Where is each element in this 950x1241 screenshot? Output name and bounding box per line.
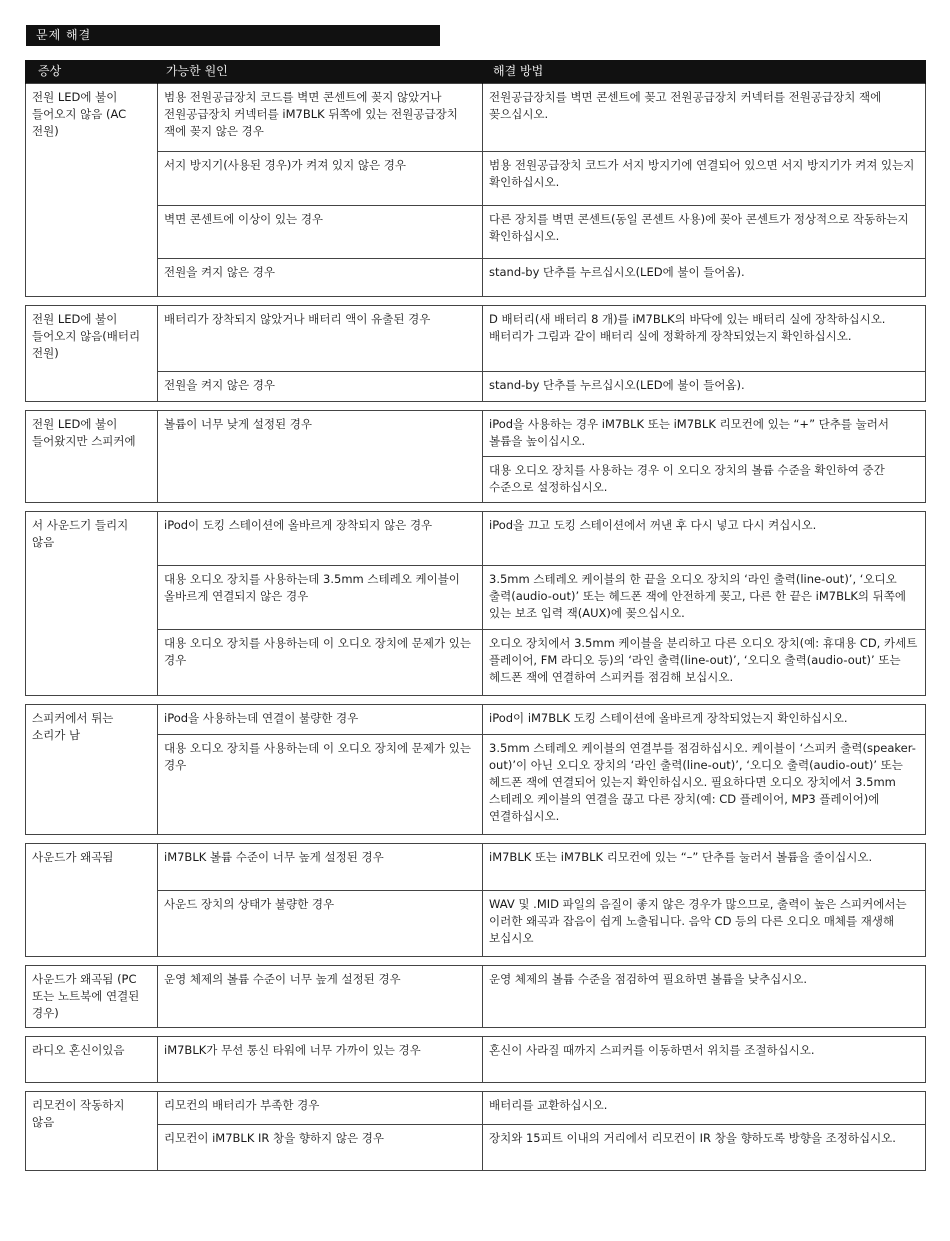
table-row (26, 306, 926, 372)
symptom-cell: 리모컨이 작동하지 않음 (26, 1092, 158, 1171)
cause-cell: 리모컨이 iM7BLK IR 창을 향하지 않은 경우 (158, 1125, 483, 1171)
symptom-cell: 라디오 혼신이있음 (26, 1037, 158, 1083)
table-row (26, 206, 926, 259)
cause-cell: 운영 체제의 볼륨 수준이 너무 높게 설정된 경우 (158, 966, 483, 1028)
solution-cell: stand-by 단추를 누르십시오(LED에 불이 들어옴). (483, 372, 926, 402)
table-row (26, 1125, 926, 1171)
solution-cell: 오디오 장치에서 3.5mm 케이블을 분리하고 다른 오디오 장치(예: 휴대용 CD, 카세트 플레이어, FM 라디오 등)의 ‘라인 출력(line-out)’, ‘오디오 출력(audio-out)’ 또는 헤드폰 잭에 연결하여 스피커를 점검해 보십시오. (483, 630, 926, 696)
symptom-cell: 사운드가 왜곡됨 (26, 844, 158, 957)
solution-cell: 대용 오디오 장치를 사용하는 경우 이 오디오 장치의 볼륨 수준을 확인하여 중간 수준으로 설정하십시오. (483, 457, 926, 503)
table-header-row (26, 60, 926, 84)
table-row (26, 844, 926, 891)
header-cause: 가능한 원인 (158, 60, 483, 84)
table-row (26, 566, 926, 630)
solution-cell: 전원공급장치를 벽면 콘센트에 꽂고 전원공급장치 커넥터를 전원공급장치 잭에 꽂으십시오. (483, 84, 926, 152)
table-row (26, 966, 926, 1028)
solution-cell: 3.5mm 스테레오 케이블의 한 끝을 오디오 장치의 ‘라인 출력(line-out)’, ‘오디오 출력(audio-out)’ 또는 헤드폰 잭에 안전하게 꽂고, 다른 한 끝은 iM7BLK의 뒤쪽에 있는 보조 입력 잭(AUX)에 꽂으십시오. (483, 566, 926, 630)
cause-cell: 대용 오디오 장치를 사용하는데 이 오디오 장치에 문제가 있는 경우 (158, 735, 483, 835)
cause-cell: iPod을 사용하는데 연결이 불량한 경우 (158, 705, 483, 735)
table-row (26, 630, 926, 696)
cause-cell: 대용 오디오 장치를 사용하는데 3.5mm 스테레오 케이블이 올바르게 연결되지 않은 경우 (158, 566, 483, 630)
section-title: 문제 해결 (26, 25, 440, 46)
cause-cell: 대용 오디오 장치를 사용하는데 이 오디오 장치에 문제가 있는 경우 (158, 630, 483, 696)
cause-cell: 배터리가 장착되지 않았거나 배터리 액이 유출된 경우 (158, 306, 483, 372)
cause-cell: 벽면 콘센트에 이상이 있는 경우 (158, 206, 483, 259)
solution-cell: 배터리를 교환하십시오. (483, 1092, 926, 1125)
cause-cell: 서지 방지기(사용된 경우)가 켜져 있지 않은 경우 (158, 152, 483, 206)
cause-cell: 사운드 장치의 상태가 불량한 경우 (158, 891, 483, 957)
table-row (26, 705, 926, 735)
solution-cell: 다른 장치를 벽면 콘센트(동일 콘센트 사용)에 꽂아 콘센트가 정상적으로 작동하는지 확인하십시오. (483, 206, 926, 259)
table-row (26, 259, 926, 297)
symptom-cell: 전원 LED에 불이 들어왔지만 스피커에 (26, 411, 158, 503)
symptom-cell: 서 사운드기 들리지 않음 (26, 512, 158, 696)
cause-cell: 범용 전원공급장치 코드를 벽면 콘센트에 꽂지 않았거나 전원공급장치 커넥터를 iM7BLK 뒤쪽에 있는 전원공급장치 잭에 꽂지 않은 경우 (158, 84, 483, 152)
symptom-cell: 전원 LED에 불이 들어오지 않음(배터리 전원) (26, 306, 158, 402)
solution-cell: iPod이 iM7BLK 도킹 스테이션에 올바르게 장착되었는지 확인하십시오. (483, 705, 926, 735)
solution-cell: iPod을 끄고 도킹 스테이션에서 꺼낸 후 다시 넣고 다시 켜십시오. (483, 512, 926, 566)
table-row (26, 891, 926, 957)
troubleshooting-table (25, 60, 926, 1171)
table-row (26, 372, 926, 402)
table-row (26, 84, 926, 152)
solution-cell: 3.5mm 스테레오 케이블의 연결부를 점검하십시오. 케이블이 ‘스피커 출력(speaker-out)’이 아닌 오디오 장치의 ‘라인 출력(line-out)’, ‘오디오 출력(audio-out)’ 또는 헤드폰 잭에 연결되어 있는지 확인하십시오. 필요하다면 오디오 장치에서 3.5mm 스테레오 케이블의 연결을 끊고 다른 장치(예: CD 플레이어, MP3 플레이어)에 연결하십시오. (483, 735, 926, 835)
solution-cell: iM7BLK 또는 iM7BLK 리모컨에 있는 “–” 단추를 눌러서 볼륨을 줄이십시오. (483, 844, 926, 891)
solution-cell: stand-by 단추를 누르십시오(LED에 불이 들어옴). (483, 259, 926, 297)
header-symptom: 증상 (26, 60, 158, 84)
table-row (26, 512, 926, 566)
solution-cell: 운영 체제의 볼륨 수준을 점검하여 필요하면 볼륨을 낮추십시오. (483, 966, 926, 1028)
cause-cell: iPod이 도킹 스테이션에 올바르게 장착되지 않은 경우 (158, 512, 483, 566)
table-row (26, 1092, 926, 1125)
solution-cell: WAV 및 .MID 파일의 음질이 좋지 않은 경우가 많으므로, 출력이 높은 스피커에서는 이러한 왜곡과 잡음이 쉽게 노출됩니다. 음악 CD 등의 다른 오디오 매체를 재생해 보십시오 (483, 891, 926, 957)
cause-cell: iM7BLK가 무선 통신 타워에 너무 가까이 있는 경우 (158, 1037, 483, 1083)
table-row (26, 1037, 926, 1083)
symptom-cell: 스피커에서 튀는 소리가 남 (26, 705, 158, 835)
solution-cell: 장치와 15피트 이내의 거리에서 리모컨이 IR 창을 향하도록 방향을 조정하십시오. (483, 1125, 926, 1171)
cause-cell: iM7BLK 볼륨 수준이 너무 높게 설정된 경우 (158, 844, 483, 891)
solution-cell: 혼신이 사라질 때까지 스피커를 이동하면서 위치를 조절하십시오. (483, 1037, 926, 1083)
header-solution: 해결 방법 (483, 60, 926, 84)
symptom-cell: 전원 LED에 불이 들어오지 않음 (AC 전원) (26, 84, 158, 297)
solution-cell: iPod을 사용하는 경우 iM7BLK 또는 iM7BLK 리모컨에 있는 “+” 단추를 눌러서 볼륨을 높이십시오. (483, 411, 926, 457)
cause-cell: 리모컨의 배터리가 부족한 경우 (158, 1092, 483, 1125)
table-row (26, 735, 926, 835)
table-row (26, 152, 926, 206)
solution-cell: D 배터리(새 배터리 8 개)를 iM7BLK의 바닥에 있는 배터리 실에 장착하십시오. 배터리가 그림과 같이 배터리 실에 정확하게 장착되었는지 확인하십시오. (483, 306, 926, 372)
symptom-cell: 사운드가 왜곡됨 (PC 또는 노트북에 연결된 경우) (26, 966, 158, 1028)
cause-cell: 전원을 켜지 않은 경우 (158, 259, 483, 297)
table-row (26, 411, 926, 457)
cause-cell: 전원을 켜지 않은 경우 (158, 372, 483, 402)
cause-cell: 볼륨이 너무 낮게 설정된 경우 (158, 411, 483, 503)
solution-cell: 범용 전원공급장치 코드가 서지 방지기에 연결되어 있으면 서지 방지기가 켜져 있는지 확인하십시오. (483, 152, 926, 206)
